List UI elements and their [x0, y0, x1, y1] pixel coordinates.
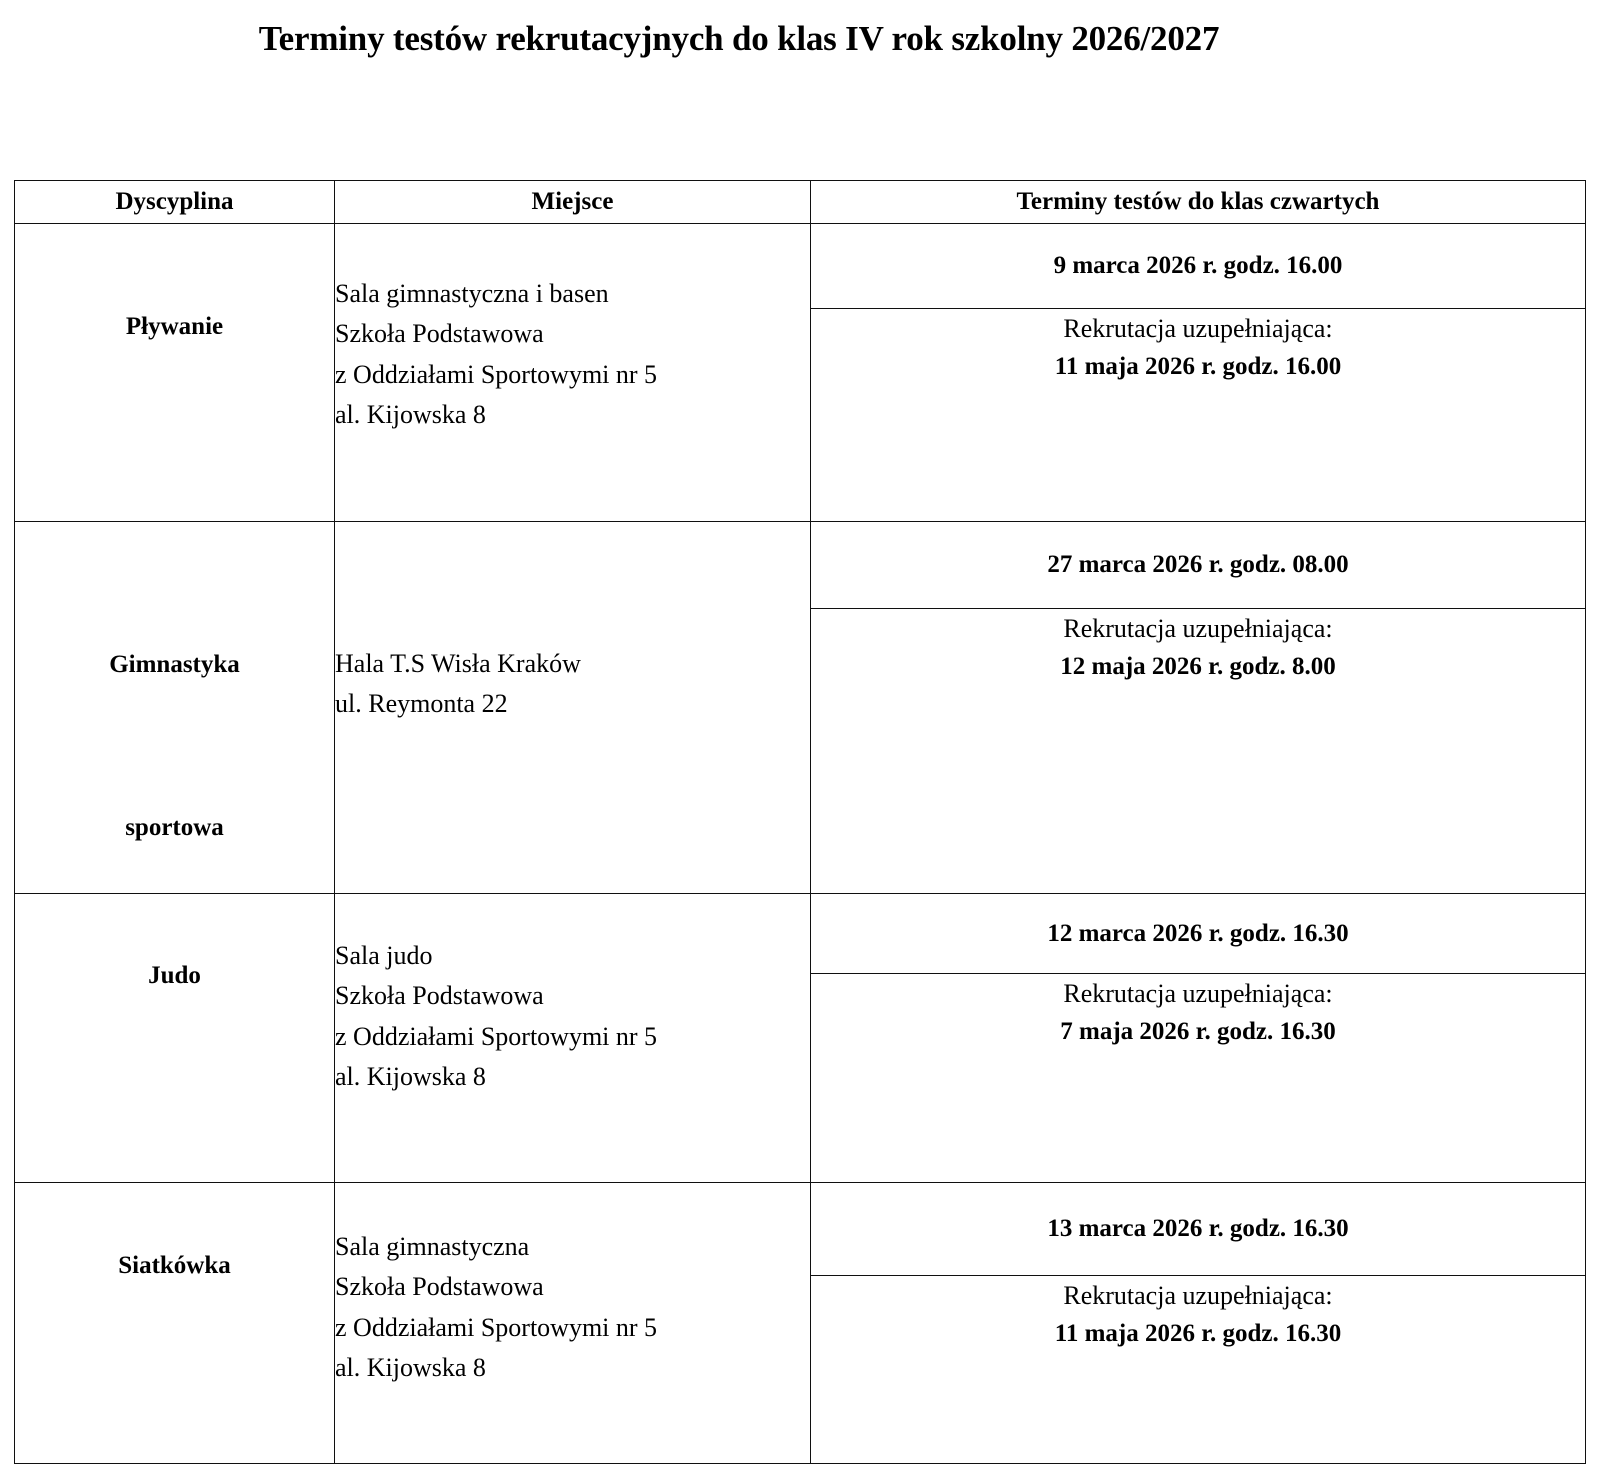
dates-subtable: [811, 522, 1585, 686]
main-date: 27 marca 2026 r. godz. 08.00: [1047, 551, 1349, 578]
discipline-label-line: Gimnastyka: [109, 651, 240, 678]
table-row: [15, 894, 1586, 1183]
main-date: 12 marca 2026 r. godz. 16.30: [1047, 919, 1349, 947]
place-line: Szkoła Podstawowa: [335, 319, 544, 349]
place-line: Hala T.S Wisła Kraków: [335, 649, 581, 678]
supplementary-date-cell: [811, 309, 1585, 386]
place-line: Sala gimnastyczna i basen: [335, 279, 609, 308]
discipline-label: Judo: [148, 962, 201, 989]
main-date-cell: [811, 1183, 1585, 1276]
supplementary-date: 7 maja 2026 r. godz. 16.30: [1060, 1018, 1336, 1045]
table-row: [15, 224, 1586, 522]
table-row: [15, 522, 1586, 894]
place-line: Sala gimnastyczna: [335, 1232, 530, 1261]
table-row: [15, 1183, 1586, 1464]
table-body: [15, 224, 1586, 1464]
place-line: ul. Reymonta 22: [335, 689, 508, 719]
discipline-label: Siatkówka: [118, 1252, 231, 1279]
supplementary-date: 12 maja 2026 r. godz. 8.00: [1060, 653, 1336, 680]
place-line: al. Kijowska 8: [335, 399, 486, 429]
column-header-dates: Terminy testów do klas czwartych: [811, 181, 1586, 224]
main-date: 9 marca 2026 r. godz. 16.00: [1053, 252, 1343, 279]
place-line: Sala judo: [335, 941, 433, 970]
cell-place: [335, 522, 811, 894]
dates-supplementary-row: [811, 974, 1585, 1051]
place-line: z Oddziałami Sportowymi nr 5: [335, 1021, 658, 1051]
supplementary-date-cell: [811, 1276, 1585, 1353]
supplementary-label: Rekrutacja uzupełniająca:: [1063, 979, 1333, 1008]
dates-main-row: [811, 522, 1585, 609]
supplementary-date-cell: [811, 974, 1585, 1051]
cell-place: [335, 894, 811, 1183]
supplementary-date-cell: [811, 609, 1585, 686]
table-header-row: [15, 181, 1586, 224]
cell-dates: [811, 522, 1586, 894]
discipline-label-line: sportowa: [125, 813, 224, 841]
dates-supplementary-row: [811, 1276, 1585, 1353]
cell-dates: [811, 224, 1586, 522]
dates-subtable: [811, 224, 1585, 386]
place-line: al. Kijowska 8: [335, 1352, 486, 1382]
cell-discipline: [15, 1183, 335, 1464]
supplementary-label: Rekrutacja uzupełniająca:: [1063, 314, 1333, 343]
main-date-cell: [811, 894, 1585, 974]
column-header-discipline: Dyscyplina: [15, 181, 335, 224]
dates-main-row: [811, 224, 1585, 309]
page-title: Terminy testów rekrutacyjnych do klas IV rok szkolny 2026/2027: [258, 19, 1220, 58]
dates-main-row: [811, 894, 1585, 974]
place-line: al. Kijowska 8: [335, 1061, 486, 1091]
dates-supplementary-row: [811, 309, 1585, 386]
dates-subtable: [811, 894, 1585, 1051]
supplementary-date: 11 maja 2026 r. godz. 16.00: [1054, 353, 1342, 380]
dates-main-row: [811, 1183, 1585, 1276]
cell-discipline: [15, 224, 335, 522]
supplementary-date: 11 maja 2026 r. godz. 16.30: [1054, 1320, 1342, 1347]
main-date-cell: [811, 224, 1585, 309]
recruitment-schedule-table: [14, 180, 1586, 1464]
place-line: z Oddziałami Sportowymi nr 5: [335, 359, 658, 389]
cell-discipline: [15, 522, 335, 894]
table-header: [15, 181, 1586, 224]
cell-discipline: [15, 894, 335, 1183]
place-line: z Oddziałami Sportowymi nr 5: [335, 1312, 658, 1342]
dates-subtable: [811, 1183, 1585, 1353]
main-date-cell: [811, 522, 1585, 609]
main-date: 13 marca 2026 r. godz. 16.30: [1047, 1215, 1349, 1242]
cell-place: [335, 1183, 811, 1464]
supplementary-label: Rekrutacja uzupełniająca:: [1063, 1281, 1333, 1310]
column-header-place: Miejsce: [335, 181, 811, 224]
cell-place: [335, 224, 811, 522]
place-line: Szkoła Podstawowa: [335, 981, 544, 1011]
discipline-label: Pływanie: [125, 313, 224, 340]
supplementary-label: Rekrutacja uzupełniająca:: [1063, 614, 1333, 643]
place-line: Szkoła Podstawowa: [335, 1272, 544, 1302]
cell-dates: [811, 894, 1586, 1183]
cell-dates: [811, 1183, 1586, 1464]
dates-supplementary-row: [811, 609, 1585, 686]
